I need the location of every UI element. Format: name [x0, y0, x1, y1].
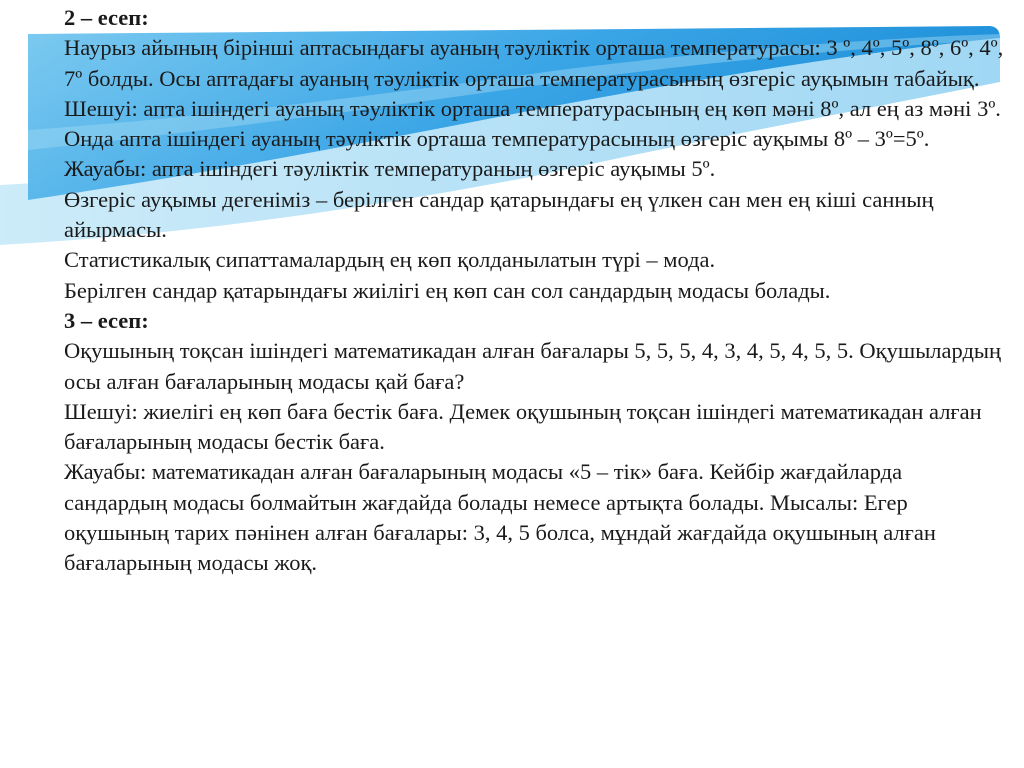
- task-3-answer: Жауабы: математикадан алған бағаларының модасы «5 – тік» баға. Кейбір жағдайларда сандардың модасы болмайтын жағдайда болады немесе артықта болады. Мысалы: Егер оқушының тарих пәнінен алған бағалары: 3, 4, 5 болса, мұндай жағдайда оқушының алған бағаларының модасы жоқ.: [64, 459, 936, 576]
- task-2-statement: Наурыз айының бірінші аптасындағы ауаның тәуліктік орташа температурасы: 3 º, 4º, 5º, 8º, 6º, 4º, 7º болды. Осы аптадағы ауаның тәуліктік орташа температурасының өзгеріс ауқымын табайық.: [64, 35, 1004, 91]
- mode-definition: Берілген сандар қатарындағы жиілігі ең көп сан сол сандардың модасы болады.: [64, 277, 831, 303]
- range-definition: Өзгеріс ауқымы дегеніміз – берілген сандар қатарындағы ең үлкен сан мен ең кіші санның айырмасы.: [64, 186, 934, 243]
- task-2-heading: 2 – есеп:: [64, 5, 149, 30]
- task-3-heading: 3 – есеп:: [64, 307, 149, 333]
- task-3-statement: Оқушының тоқсан ішіндегі математикадан алған бағалары 5, 5, 5, 4, 3, 4, 5, 4, 5, 5. Оқушылардың осы алған бағаларының модасы қай баға?: [64, 338, 1002, 394]
- text-body: [64, 3, 1009, 579]
- task-2-answer: Жауабы: апта ішіндегі тәуліктік температураның өзгеріс ауқымы 5º.: [64, 156, 716, 182]
- task-3-solution: Шешуі: жиелігі ең көп баға бестік баға. Демек оқушының тоқсан ішіндегі математикадан алған бағаларының модасы бестік баға.: [64, 398, 982, 455]
- task-2-solution: Шешуі: апта ішіндегі ауаның тәуліктік орташа температурасының ең көп мәні 8º, ал ең аз мәні 3º. Онда апта ішіндегі ауаның тәуліктік орташа температурасының өзгеріс ауқымы 8º – 3º=5º.: [64, 95, 1001, 152]
- mode-intro: Статистикалық сипаттамалардың ең көп қолданылатын түрі – мода.: [64, 247, 716, 273]
